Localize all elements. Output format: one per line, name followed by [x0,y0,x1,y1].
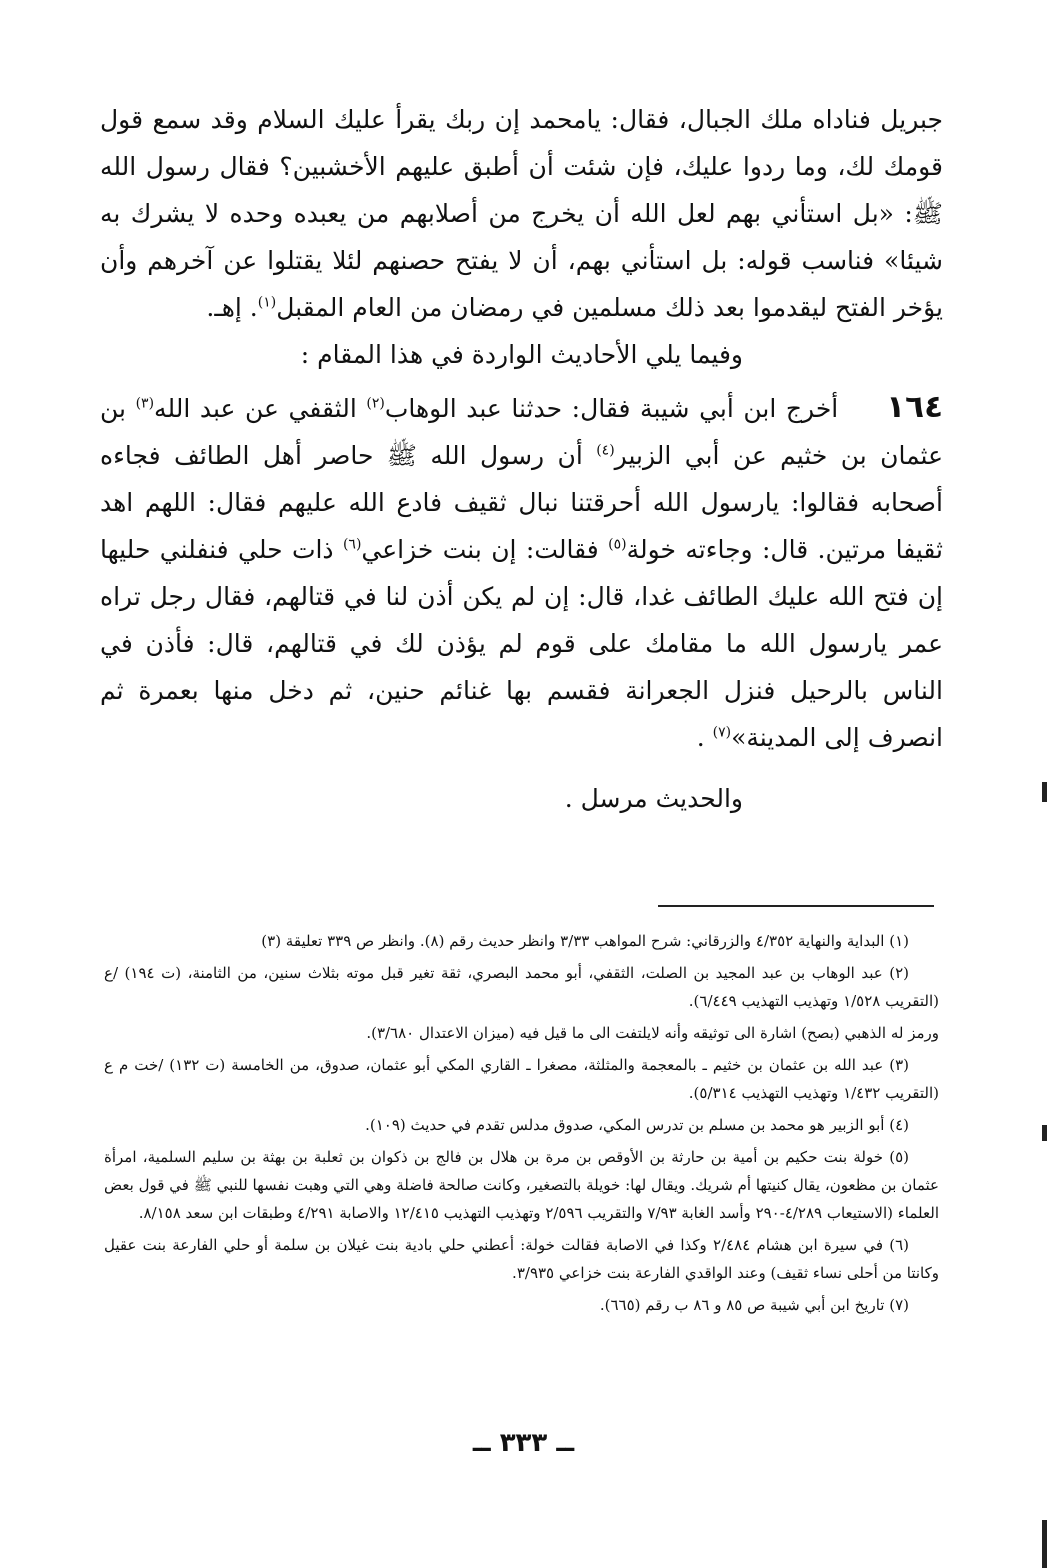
footnote-4: (٤) أبو الزبير هو محمد بن مسلم بن تدرس المكي، صدوق مدلس تقدم في حديث (١٠٩). [365,1116,909,1134]
footnote-ref-5: (٥) [608,536,627,553]
footnote-3: (٣) عبد الله بن عثمان بن خثيم ـ بالمعجمة والمثلثة، مصغرا ـ القاري المكي أبو عثمان، صدوق، من الخامسة (ت ١٣٢) /خت م ع (التقريب ١/٤٣٢ وتهذيب التهذيب ٥/٣١٤). [104,1056,939,1102]
hadith-paragraph [100,384,943,761]
footnote-ref-7: (٧) [712,724,732,741]
footnote-1: (١) البداية والنهاية ٤/٣٥٢ والزرقاني: شرح المواهب ٣/٣٣ وانظر حديث رقم (٨). وانظر ص ٣٣٩ تعليقة (٣) [261,932,909,950]
footnote-2: (٢) عبد الوهاب بن عبد المجيد بن الصلت، الثقفي، أبو محمد البصري، ثقة تغير قبل موته بثلاث سنين، من الثامنة، (ت ١٩٤) /ع (التقريب ١/٥٢٨ وتهذيب التهذيب ٦/٤٤٩). [104,964,939,1010]
footnote-7: (٧) تاريخ ابن أبي شيبة ص ٨٥ و ٨٦ ب رقم (٦٦٥). [599,1296,909,1314]
hadith-number: ١٦٤ [886,389,943,425]
footnote-divider [658,905,934,907]
hadith-text-1: أخرج ابن أبي شيبة فقال: حدثنا عبد الوهاب [384,394,839,423]
paragraph-1-end: . إهـ. [206,293,258,322]
hadith-text-4: أن رسول الله ﷺ حاصر أهل الطائف فجاءه أصحابه فقالوا: يارسول الله أحرقتنا نبال ثقيف فادع الله عليهم فقال: اللهم اهد ثقيفا مرتين. قال: وجاءته خولة [100,441,943,564]
hadith-text-6: ذات حلي فنفلني حليها إن فتح الله عليك الطائف غدا، قال: إن لم يكن أذن لنا في قتالهم، فقال رجل تراه عمر يارسول الله ما مقامك على قوم لم يؤذن لك في قتالهم، قال: فأذن في الناس بالرحيل فنزل الجعرانة فقسم بها غنائم حنين، ثم دخل منها بعمرة ثم انصرف إلى المدينة» [100,535,943,752]
footnote-ref-1: (١) [257,294,277,311]
footnote-ref-2: (٢) [366,395,385,412]
scan-edge-mark [1042,1125,1047,1141]
scan-edge-mark [1042,1520,1047,1568]
hadith-end: . [696,723,713,752]
footnotes-section [104,927,939,1323]
footnote-5: (٥) خولة بنت حكيم بن أمية بن حارثة بن الأوقص بن مرة بن هلال بن فالج بن ذكوان بن ثعلبة بن بهثة بن سليم السلمية، امرأة عثمان بن مظعون، يقال كنيتها أم شريك. ويقال لها: خويلة بالتصغير، وكانت صالحة فاضلة وهي التي وهبت نفسها للنبي ﷺ في قول بعض العلماء (الاستيعاب ٤/٢٨٩-٢٩٠ وأسد الغابة ٧/٩٣ والتقريب ٢/٥٩٦ وتهذيب التهذيب ١٢/٤١٥ والاصابة ٤/٢٩١ وطبقات ابن سعد ٨/١٥٨. [104,1148,939,1222]
scan-edge-mark [1042,782,1047,802]
hadith-text-5: فقالت: إن بنت خزاعي [361,535,609,564]
page-number: ــ ٣٣٣ ــ [472,1428,575,1458]
footnote-6: (٦) في سيرة ابن هشام ٢/٤٨٤ وكذا في الاصابة فقالت خولة: أعطني حلي بادية بنت غيلان بن سلمة أو حلي الفارعة بنت عقيل وكانتا من أحلى نساء ثقيف) وعند الواقدي الفارعة بنت خزاعي ٣/٩٣٥. [104,1236,939,1282]
footnote-2-continuation: ورمز له الذهبي (بصح) اشارة الى توثيقه وأنه لايلتفت الى ما قيل فيه (ميزان الاعتدال ٣/٦٨٠). [366,1024,939,1042]
main-text-block [100,96,943,822]
intro-line: وفيما يلي الأحاديث الواردة في هذا المقام : [300,340,743,369]
footnote-ref-6: (٦) [342,536,362,553]
hadith-text-2: الثقفي عن عبد الله [154,394,367,423]
footnote-ref-3: (٣) [135,395,155,412]
footnote-ref-4: (٤) [596,442,615,459]
paragraph-1 [100,96,943,331]
paragraph-1-text: جبريل فناداه ملك الجبال، فقال: يامحمد إن ربك يقرأ عليك السلام وقد سمع قول قومك لك، وما ردوا عليك، فإن شئت أن أطبق عليهم الأخشبين؟ فقال رسول الله ﷺ: «بل استأني بهم لعل الله أن يخرج من أصلابهم من يعبده وحده لا يشرك به شيئا» فناسب قوله: بل استأني بهم، أن لا يفتح حصنهم لئلا يقتلوا عن آخرهم وأن يؤخر الفتح ليقدموا بعد ذلك مسلمين في رمضان من العام المقبل [100,105,943,322]
closing-line: والحديث مرسل . [564,784,743,813]
hadith-text-3: بن عثمان بن خثيم عن أبي الزبير [100,394,943,470]
